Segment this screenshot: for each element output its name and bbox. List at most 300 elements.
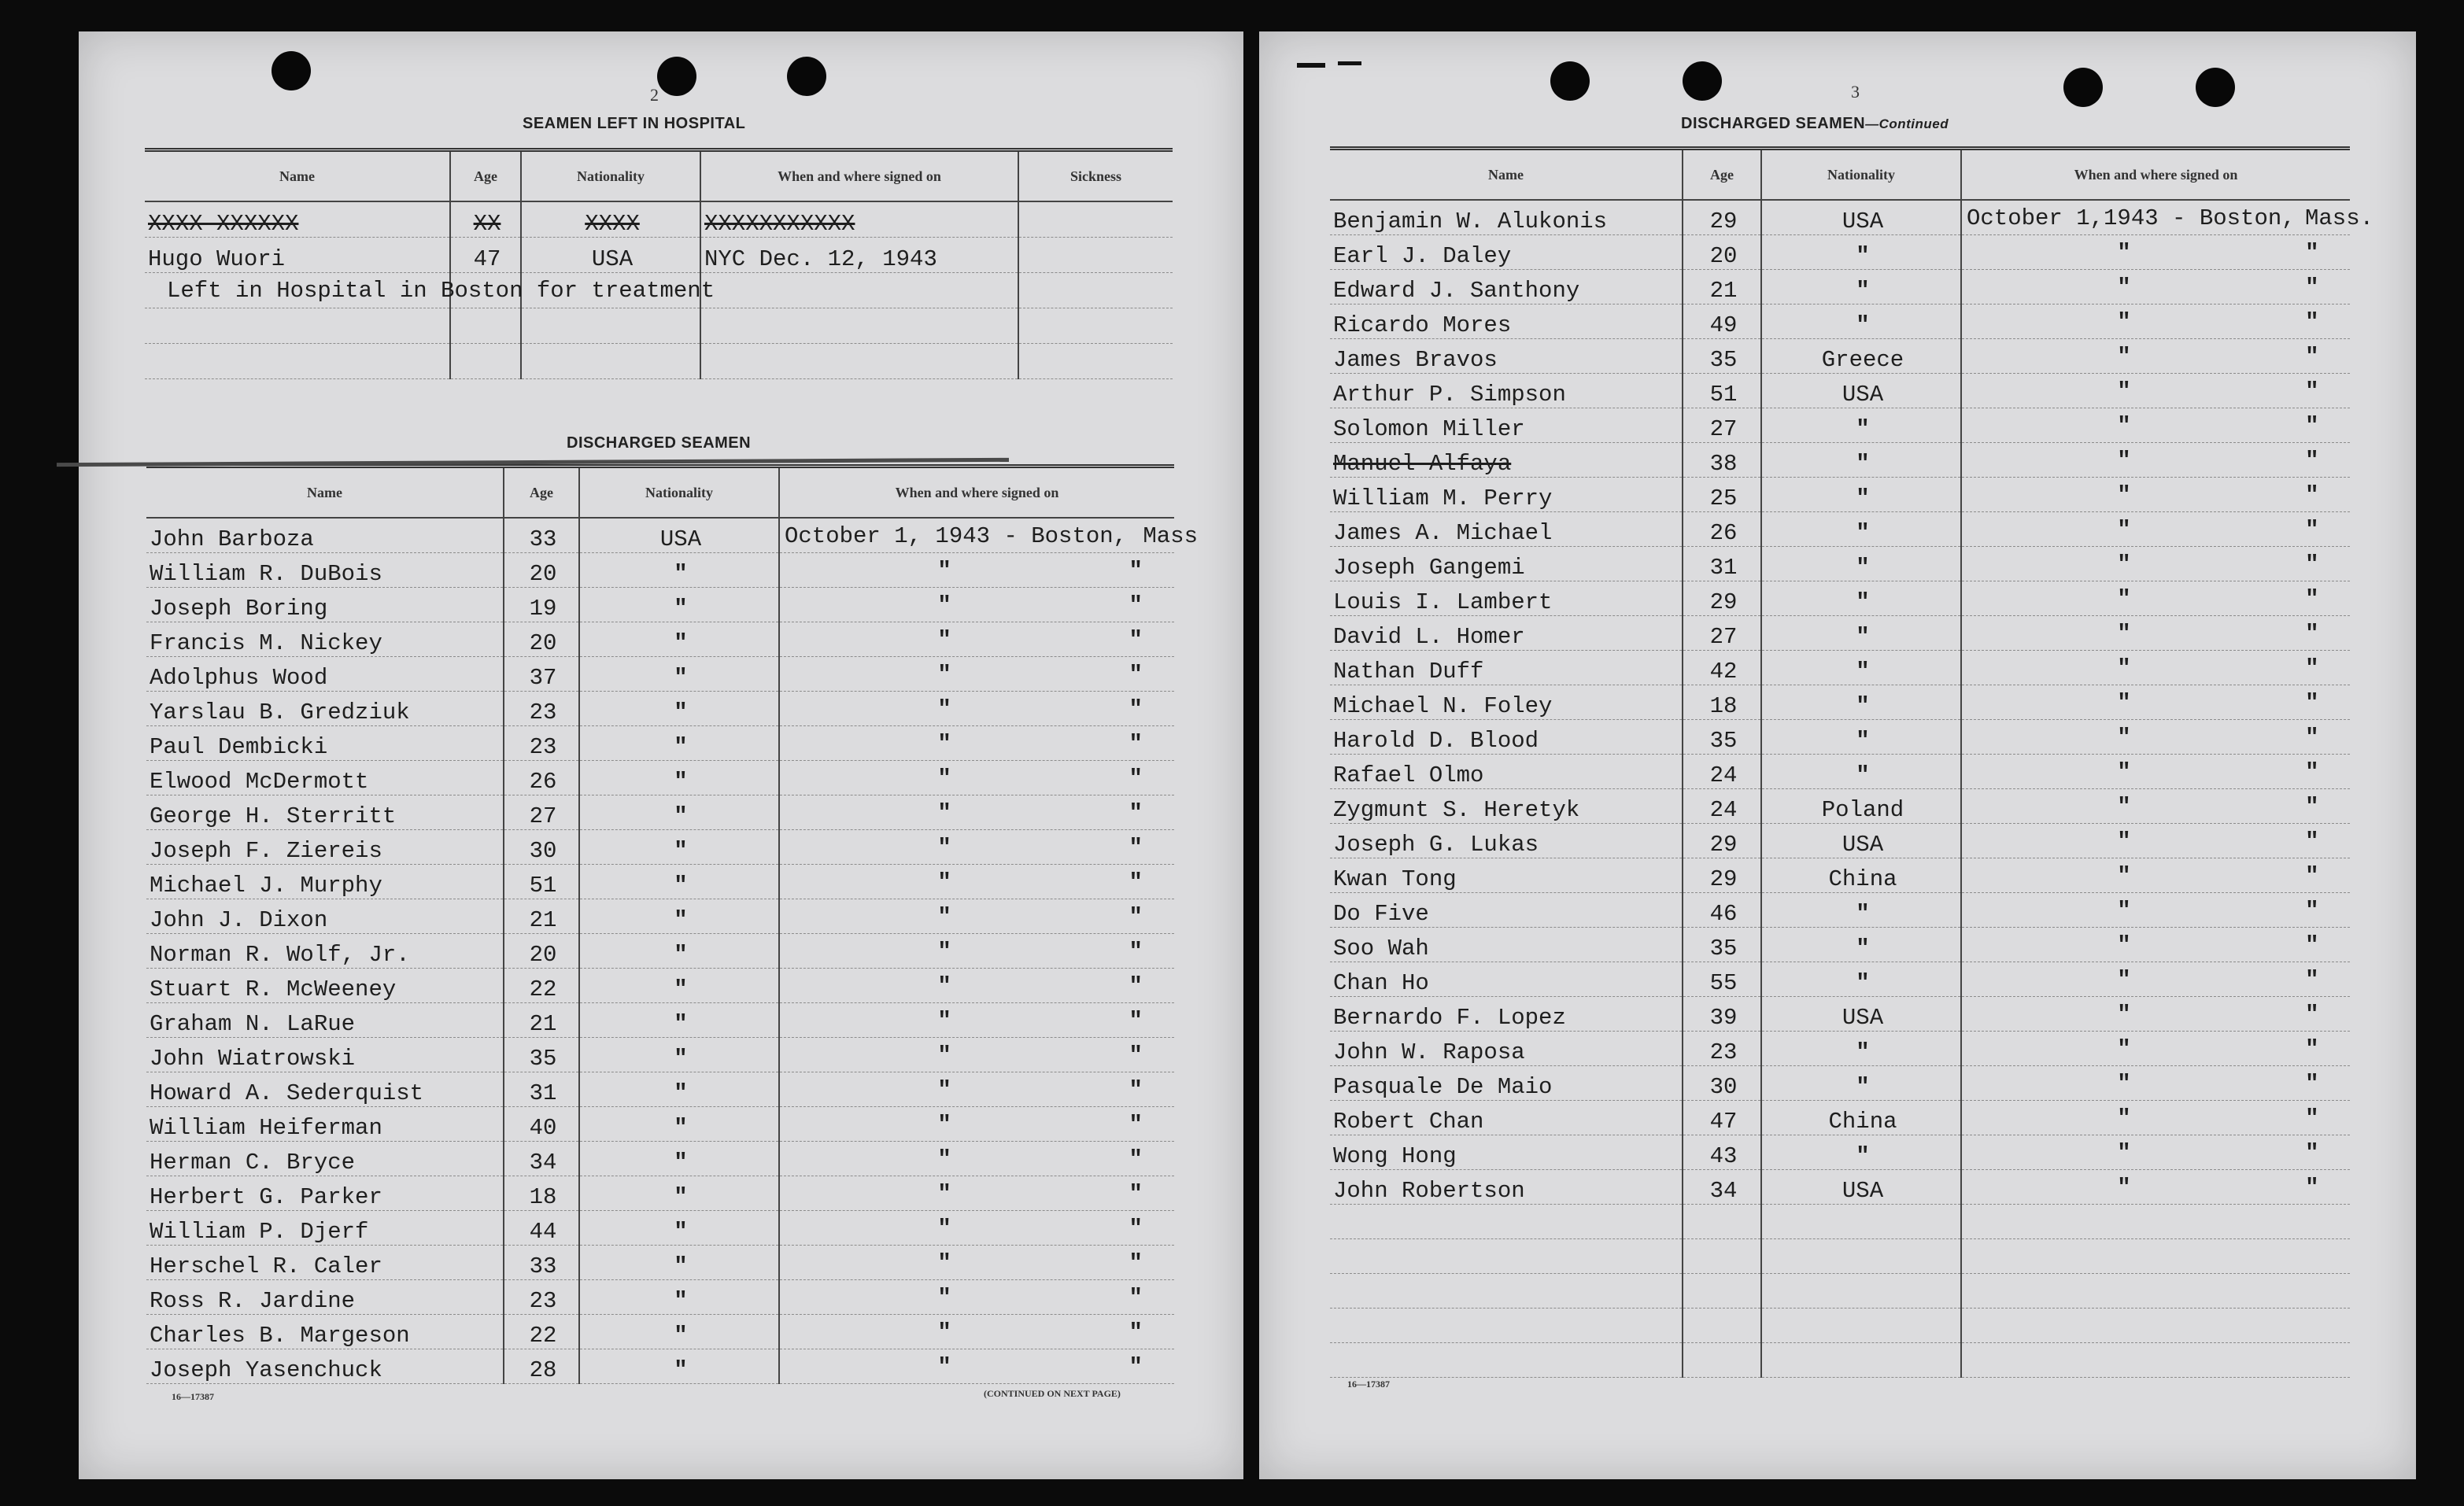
- table-row: [146, 1315, 1174, 1349]
- where-value: ": [2305, 240, 2319, 266]
- signed-on-cell: [1961, 270, 2350, 305]
- when-value: ": [937, 1008, 951, 1034]
- nationality-cell: ": [1761, 581, 1961, 616]
- when-value: ": [937, 835, 951, 861]
- name-cell: Pasquale De Maio: [1330, 1066, 1683, 1101]
- table-row: [1330, 547, 2350, 581]
- age-cell: 35: [1683, 339, 1761, 374]
- blank-cell: [1330, 1343, 1683, 1378]
- table-row: [146, 1176, 1174, 1211]
- age-cell: 23: [1683, 1032, 1761, 1066]
- name-cell: Soo Wah: [1330, 928, 1683, 962]
- name-cell: Elwood McDermott: [146, 761, 504, 795]
- nationality-cell: ": [1761, 893, 1961, 928]
- hospital-table: [145, 148, 1173, 379]
- signed-on-cell: [1961, 235, 2350, 270]
- when-value: ": [937, 800, 951, 826]
- age-cell: 29: [1683, 858, 1761, 893]
- table-row: [1330, 1135, 2350, 1170]
- table-row: [1330, 443, 2350, 478]
- name-cell: Charles B. Margeson: [146, 1315, 504, 1349]
- when-value: ": [2117, 1002, 2131, 1028]
- table-row: [1330, 1101, 2350, 1135]
- nationality-cell: ": [579, 1246, 779, 1280]
- nationality-cell: ": [1761, 547, 1961, 581]
- nationality-cell: ": [579, 1280, 779, 1315]
- age-cell: 26: [1683, 512, 1761, 547]
- table-row: [1330, 858, 2350, 893]
- blank-row: [1330, 1239, 2350, 1274]
- when-value: ": [2117, 621, 2131, 647]
- when-value: October 1, 1943 - Boston,: [785, 523, 1128, 549]
- blank-cell: [1761, 1205, 1961, 1239]
- name-cell: Earl J. Daley: [1330, 235, 1683, 270]
- signed-on-cell: [779, 795, 1174, 830]
- punch-hole: [1550, 61, 1590, 101]
- sickness-cell: [1018, 238, 1173, 273]
- signed-on-cell: [779, 1038, 1174, 1072]
- where-value: ": [2305, 586, 2319, 612]
- nationality-cell: ": [1761, 962, 1961, 997]
- where-value: ": [2305, 413, 2319, 439]
- age-cell: 30: [504, 830, 579, 865]
- where-value: ": [2305, 690, 2319, 716]
- age-cell: 27: [504, 795, 579, 830]
- table-row: [146, 1038, 1174, 1072]
- signed-on-cell: [779, 1072, 1174, 1107]
- blank-cell: [450, 344, 521, 379]
- when-value: ": [2117, 413, 2131, 439]
- name-cell: Solomon Miller: [1330, 408, 1683, 443]
- punch-hole: [2196, 68, 2235, 107]
- when-value: ": [2117, 863, 2131, 889]
- signed-on-cell: [1961, 789, 2350, 824]
- blank-row: [1330, 1205, 2350, 1239]
- when-value: ": [2117, 552, 2131, 578]
- table-row: [1330, 1032, 2350, 1066]
- where-value: ": [2305, 725, 2319, 751]
- when-value: ": [2117, 1036, 2131, 1062]
- name-cell: Benjamin W. Alukonis: [1330, 200, 1683, 235]
- age-cell: 20: [504, 622, 579, 657]
- age-cell: 49: [1683, 305, 1761, 339]
- when-value: ": [937, 766, 951, 792]
- nationality-cell: ": [579, 692, 779, 726]
- name-cell: Harold D. Blood: [1330, 720, 1683, 755]
- table-row: [1330, 997, 2350, 1032]
- when-value: ": [2117, 378, 2131, 404]
- signed-on-cell: [1961, 928, 2350, 962]
- hospital-section-title: SEAMEN LEFT IN HOSPITAL: [523, 115, 746, 132]
- name-cell: Howard A. Sederquist: [146, 1072, 504, 1107]
- when-value: ": [937, 904, 951, 930]
- when-value: ": [937, 1285, 951, 1311]
- age-cell: 27: [1683, 408, 1761, 443]
- signed-on-cell: [1961, 997, 2350, 1032]
- table-row: [146, 1349, 1174, 1384]
- signed-on-cell: [1961, 512, 2350, 547]
- table-row: [145, 201, 1173, 238]
- where-value: ": [1129, 1077, 1143, 1103]
- where-value: ": [2305, 1036, 2319, 1062]
- name-cell: David L. Homer: [1330, 616, 1683, 651]
- blank-cell: [1961, 1309, 2350, 1343]
- nationality-cell: ": [579, 657, 779, 692]
- nationality-cell: ": [1761, 755, 1961, 789]
- when-value: ": [2117, 309, 2131, 335]
- col-header-nationality: Nationality: [521, 150, 700, 202]
- age-cell: 40: [504, 1107, 579, 1142]
- nationality-cell: ": [1761, 478, 1961, 512]
- blank-cell: [1761, 1239, 1961, 1274]
- when-value: ": [2117, 1106, 2131, 1131]
- blank-cell: [1330, 1274, 1683, 1309]
- name-cell: William M. Perry: [1330, 478, 1683, 512]
- name-cell: John J. Dixon: [146, 899, 504, 934]
- where-value: ": [2305, 378, 2319, 404]
- where-value: ": [1129, 835, 1143, 861]
- when-value: ": [937, 558, 951, 584]
- table-row: [146, 622, 1174, 657]
- signed-on-cell: [1961, 1170, 2350, 1205]
- name-cell: Herman C. Bryce: [146, 1142, 504, 1176]
- nationality-cell: ": [579, 1211, 779, 1246]
- nationality-cell: ": [1761, 651, 1961, 685]
- where-value: ": [2305, 448, 2319, 474]
- nationality-cell: ": [1761, 305, 1961, 339]
- signed-on-cell: [779, 1003, 1174, 1038]
- page-number: 2: [650, 85, 659, 105]
- signed-on-cell: [1961, 755, 2350, 789]
- age-cell: 35: [504, 1038, 579, 1072]
- nationality-cell: ": [1761, 1066, 1961, 1101]
- nationality-cell: ": [579, 899, 779, 934]
- blank-cell: [1683, 1239, 1761, 1274]
- table-row: [1330, 235, 2350, 270]
- signed-on-cell: [1961, 893, 2350, 928]
- blank-cell: [1330, 1239, 1683, 1274]
- nationality-cell: ": [579, 865, 779, 899]
- where-value: ": [2305, 275, 2319, 301]
- blank-cell: [1330, 1205, 1683, 1239]
- nationality-cell: Greece: [1761, 339, 1961, 374]
- signed-on-cell: [779, 934, 1174, 969]
- table-row: [1330, 789, 2350, 824]
- nationality-cell: ": [579, 969, 779, 1003]
- when-value: ": [937, 1077, 951, 1103]
- nationality-cell: ": [579, 1315, 779, 1349]
- discharged-table-right: [1330, 146, 2373, 1378]
- signed-on-cell: [779, 761, 1174, 795]
- nationality-cell: ": [579, 761, 779, 795]
- name-cell: Zygmunt S. Heretyk: [1330, 789, 1683, 824]
- col-header-signed-on: When and where signed on: [779, 467, 1174, 519]
- blank-cell: [1961, 1274, 2350, 1309]
- age-cell: XX: [450, 201, 521, 238]
- where-value: ": [2305, 863, 2319, 889]
- age-cell: 21: [504, 1003, 579, 1038]
- age-cell: 43: [1683, 1135, 1761, 1170]
- table-row: [146, 1003, 1174, 1038]
- table-row: [146, 1211, 1174, 1246]
- when-value: ": [2117, 759, 2131, 785]
- age-cell: 23: [504, 1280, 579, 1315]
- blank-cell: [1018, 273, 1173, 308]
- signed-on-cell: [1961, 374, 2350, 408]
- nationality-cell: ": [579, 553, 779, 588]
- ink-mark: [1297, 63, 1325, 68]
- name-cell: Kwan Tong: [1330, 858, 1683, 893]
- age-cell: 21: [504, 899, 579, 934]
- when-value: ": [2117, 240, 2131, 266]
- table-row: [1330, 651, 2350, 685]
- age-cell: 46: [1683, 893, 1761, 928]
- nationality-cell: ": [1761, 270, 1961, 305]
- signed-on-cell: [779, 553, 1174, 588]
- where-value: ": [1129, 1112, 1143, 1138]
- signed-on-cell: [779, 1107, 1174, 1142]
- age-cell: 34: [504, 1142, 579, 1176]
- when-value: ": [2117, 655, 2131, 681]
- when-value: ": [937, 1250, 951, 1276]
- where-value: ": [1129, 1216, 1143, 1242]
- signed-on-cell: [1961, 651, 2350, 685]
- where-value: ": [2305, 517, 2319, 543]
- name-cell: Arthur P. Simpson: [1330, 374, 1683, 408]
- signed-on-cell: [1961, 824, 2350, 858]
- when-value: ": [2117, 344, 2131, 370]
- col-header-signed-on: When and where signed on: [1961, 149, 2350, 201]
- where-value: Mass: [1143, 523, 1198, 549]
- when-value: ": [2117, 690, 2131, 716]
- when-value: ": [937, 1043, 951, 1069]
- name-cell: Do Five: [1330, 893, 1683, 928]
- col-header-name: Name: [1330, 149, 1683, 201]
- where-value: ": [2305, 967, 2319, 993]
- nationality-cell: USA: [1761, 1170, 1961, 1205]
- table-row: [1330, 270, 2350, 305]
- table-row: [1330, 755, 2350, 789]
- when-value: ": [937, 1112, 951, 1138]
- signed-on-cell: [1961, 1066, 2350, 1101]
- age-cell: 29: [1683, 824, 1761, 858]
- table-row: [1330, 339, 2350, 374]
- when-value: ": [937, 1354, 951, 1380]
- signed-on-cell: [779, 726, 1174, 761]
- when-value: ": [937, 592, 951, 618]
- signed-on-cell: [779, 692, 1174, 726]
- table-row: [1330, 581, 2350, 616]
- nationality-cell: ": [579, 934, 779, 969]
- blank-cell: [1683, 1205, 1761, 1239]
- table-row: [1330, 1066, 2350, 1101]
- signed-on-cell: [1961, 720, 2350, 755]
- nationality-cell: ": [1761, 616, 1961, 651]
- name-cell: Manuel Alfaya: [1330, 443, 1683, 478]
- blank-row: [145, 308, 1173, 344]
- where-value: ": [1129, 904, 1143, 930]
- blank-cell: [1961, 1205, 2350, 1239]
- name-cell: William Heiferman: [146, 1107, 504, 1142]
- discharged-table-left: [146, 464, 1198, 1384]
- name-cell: Wong Hong: [1330, 1135, 1683, 1170]
- age-cell: 34: [1683, 1170, 1761, 1205]
- where-value: ": [2305, 1071, 2319, 1097]
- age-cell: 37: [504, 657, 579, 692]
- age-cell: 24: [1683, 789, 1761, 824]
- table-row: [146, 761, 1174, 795]
- table-row: [146, 518, 1174, 553]
- age-cell: 38: [1683, 443, 1761, 478]
- blank-cell: [1683, 1274, 1761, 1309]
- nationality-cell: XXXX: [521, 201, 700, 238]
- signed-on-cell: [1961, 1135, 2350, 1170]
- col-header-age: Age: [450, 150, 521, 202]
- age-cell: 39: [1683, 997, 1761, 1032]
- table-row: [1330, 616, 2350, 651]
- signed-on-cell: [779, 1280, 1174, 1315]
- where-value: ": [1129, 973, 1143, 999]
- table-row: [1330, 962, 2350, 997]
- table-row: [146, 969, 1174, 1003]
- nationality-cell: ": [579, 1038, 779, 1072]
- discharged-section-title: DISCHARGED SEAMEN: [567, 434, 752, 452]
- where-value: ": [1129, 800, 1143, 826]
- sickness-cell: [1018, 201, 1173, 238]
- nationality-cell: ": [579, 726, 779, 761]
- nationality-cell: ": [579, 830, 779, 865]
- age-cell: 29: [1683, 581, 1761, 616]
- where-value: ": [2305, 482, 2319, 508]
- age-cell: 22: [504, 969, 579, 1003]
- signed-on-cell: [1961, 962, 2350, 997]
- nationality-cell: USA: [579, 518, 779, 553]
- age-cell: 21: [1683, 270, 1761, 305]
- col-header-nationality: Nationality: [579, 467, 779, 519]
- signed-on-cell: [1961, 339, 2350, 374]
- name-cell: Yarslau B. Gredziuk: [146, 692, 504, 726]
- name-cell: Michael J. Murphy: [146, 865, 504, 899]
- signed-on-cell: [779, 830, 1174, 865]
- col-header-nationality: Nationality: [1761, 149, 1961, 201]
- when-value: ": [2117, 829, 2131, 855]
- table-row: [1330, 824, 2350, 858]
- signed-on-cell: [1961, 616, 2350, 651]
- where-value: ": [2305, 1175, 2319, 1201]
- table-row: [146, 830, 1174, 865]
- table-row: [1330, 305, 2350, 339]
- age-cell: 51: [504, 865, 579, 899]
- signed-on-cell: NYC Dec. 12, 1943: [700, 238, 1018, 273]
- nationality-cell: ": [579, 1176, 779, 1211]
- where-value: ": [2305, 1002, 2319, 1028]
- table-row: [1330, 374, 2350, 408]
- signed-on-cell: XXXXXXXXXXX: [700, 201, 1018, 238]
- blank-row: [1330, 1309, 2350, 1343]
- signed-on-cell: [779, 1315, 1174, 1349]
- blank-cell: [1761, 1343, 1961, 1378]
- when-value: ": [937, 696, 951, 722]
- punch-hole: [787, 57, 826, 96]
- when-value: October 1,1943 - Boston,: [1967, 205, 2296, 231]
- where-value: ": [1129, 696, 1143, 722]
- age-cell: 18: [1683, 685, 1761, 720]
- where-value: ": [2305, 759, 2319, 785]
- where-value: ": [1129, 1285, 1143, 1311]
- col-header-age: Age: [1683, 149, 1761, 201]
- table-row: [146, 899, 1174, 934]
- signed-on-cell: [779, 1211, 1174, 1246]
- when-value: ": [2117, 482, 2131, 508]
- age-cell: 20: [504, 553, 579, 588]
- name-cell: John Barboza: [146, 518, 504, 553]
- nationality-cell: ": [579, 1142, 779, 1176]
- table-row: [146, 553, 1174, 588]
- age-cell: 47: [1683, 1101, 1761, 1135]
- nationality-cell: ": [1761, 235, 1961, 270]
- signed-on-cell: [779, 657, 1174, 692]
- where-value: ": [1129, 662, 1143, 688]
- nationality-cell: China: [1761, 858, 1961, 893]
- when-value: ": [937, 1216, 951, 1242]
- nationality-cell: ": [1761, 1135, 1961, 1170]
- continued-note: (CONTINUED ON NEXT PAGE): [984, 1388, 1121, 1399]
- ink-mark: [1338, 61, 1361, 65]
- where-value: ": [2305, 794, 2319, 820]
- col-header-name: Name: [145, 150, 450, 202]
- form-number: 16—17387: [172, 1391, 214, 1402]
- name-cell: Norman R. Wolf, Jr.: [146, 934, 504, 969]
- table-row: [1330, 200, 2350, 235]
- signed-on-cell: [779, 1349, 1174, 1384]
- age-cell: 33: [504, 1246, 579, 1280]
- name-cell: Graham N. LaRue: [146, 1003, 504, 1038]
- where-value: ": [2305, 898, 2319, 924]
- name-cell: Adolphus Wood: [146, 657, 504, 692]
- name-cell: Rafael Olmo: [1330, 755, 1683, 789]
- col-header-name: Name: [146, 467, 504, 519]
- when-value: ": [2117, 898, 2131, 924]
- where-value: ": [1129, 869, 1143, 895]
- name-cell: Herbert G. Parker: [146, 1176, 504, 1211]
- blank-cell: [1961, 1239, 2350, 1274]
- where-value: ": [2305, 1106, 2319, 1131]
- blank-cell: [1683, 1309, 1761, 1343]
- age-cell: 33: [504, 518, 579, 553]
- when-value: ": [937, 627, 951, 653]
- table-row: [1330, 478, 2350, 512]
- when-value: ": [937, 1181, 951, 1207]
- table-row: [146, 1107, 1174, 1142]
- where-value: ": [1129, 1181, 1143, 1207]
- signed-on-cell: [1961, 1032, 2350, 1066]
- table-row: [146, 934, 1174, 969]
- blank-cell: [145, 308, 450, 344]
- page-number: 3: [1851, 82, 1860, 102]
- table-row: [146, 588, 1174, 622]
- blank-cell: [1018, 344, 1173, 379]
- nationality-cell: USA: [521, 238, 700, 273]
- age-cell: 35: [1683, 928, 1761, 962]
- when-value: ": [937, 939, 951, 965]
- nationality-cell: ": [1761, 1032, 1961, 1066]
- where-value: ": [2305, 829, 2319, 855]
- name-cell: John W. Raposa: [1330, 1032, 1683, 1066]
- age-cell: 35: [1683, 720, 1761, 755]
- age-cell: 28: [504, 1349, 579, 1384]
- name-cell: Paul Dembicki: [146, 726, 504, 761]
- nationality-cell: ": [1761, 408, 1961, 443]
